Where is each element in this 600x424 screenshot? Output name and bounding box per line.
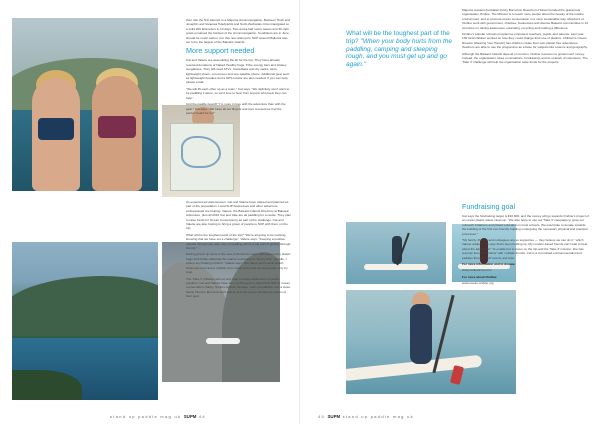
- body-paragraph: Cat and Valerie are assembling the kit for the trip. They have already received donations of Naked Healthy bags, Tribe energy bars and Glokey sunglasses. They still need ATVs, Camelbaks and dry sacks, tents, lightweight shoes, sun-screen and one-satellite phone. Additional gear such as lightweight hoodies and a GPS locator are also needed. If you can help, please email.: [186, 58, 290, 85]
- ondine-link[interactable]: www.ocean-ondine.org: [462, 281, 494, 286]
- footer-magazine-text: stand up paddle mag uk: [342, 414, 414, 419]
- pull-quote: [346, 30, 454, 69]
- right-footer: [318, 414, 414, 419]
- body-paragraph: "My family, friends, and colleagues are so supportive — they believe we can do it," which Valerie added. "Cat says that's been holding up. My London-based friends can't wait to hear about the adventure!" To enable her to focus on the trip and the 'Take 3' mission, she has recently founded 'Ondine' with multiple friends. Cat is a committed environmentalist and paddles through SUP events and trips.: [462, 238, 588, 260]
- footer-page-number: 45: [318, 414, 326, 419]
- body-paragraph: Having grown up close to the sea, both women have witnessed many plastic bags and bottles affecting the marine environment. "Every time I paddle, I collect any floating rubbish," Valerie says. She takes part in local beach clean-ups and cleans rubbish from small coves that are accessible only by boat.: [186, 252, 291, 275]
- photo-boat: [206, 338, 240, 344]
- body-paragraph: As experienced waterwomen, Cat and Valerie have trained and planned as part of the preparation. Local SUP businesses and other adventure professionals are helping. Valerie, the Balearic Islands Directory at Balearic Adventure, plus all 2016 Cat and Vale are all paddling for a cause. They plan to raise funds for Ocean Conservancy as part of the challenge. Cat and Valerie are also hoping to bring a group of people to SUP with them on the trip.: [186, 200, 291, 231]
- photo-women-kayak: [12, 18, 158, 191]
- photo-swimwear-left: [38, 118, 74, 140]
- photo-map-planning: [162, 105, 240, 197]
- photo-sup-closeup: [346, 290, 516, 394]
- body-paragraph: then ride the first attempt to a Majorca circumnavigation. Between Hosh and Josephin and Vanessa Tsiadyaritis and Scott-Zacharias circumnavigated at a solid 200 kilometers in 10 days. Two-and-a-half metre waves and 30-mph gusts remained the hardest of the circumnavigation. Conditions are in June should be much calmer. For this new attempt to SUP around Mallorca was set to be the largest of the Balearic Islands.: [186, 18, 291, 45]
- right-column-bottom: [462, 200, 590, 288]
- left-footer: [110, 414, 206, 419]
- photo-bay-landscape: [12, 242, 158, 400]
- photo-map-sheet: [170, 123, 234, 191]
- body-paragraph: Although the Balearic Islands depend on tourism, Ondine receives no government money. Instead, the organisation relies on donations, fundraising, and its network of volunteers. The 'Take 3' challenge will help the organisation raise funds for the projects.: [462, 51, 588, 65]
- left-column-top: [186, 18, 291, 117]
- photo-rider: [410, 304, 432, 364]
- footer-page-number: 44: [198, 414, 206, 419]
- donate-label: For more information and to donate:: [462, 262, 516, 267]
- photo-sup-distance: [346, 222, 446, 284]
- footer-brand: SUPM: [327, 414, 341, 419]
- body-paragraph: What will be the toughest parts of the trip? "We're all going to be working, knowing that we have set a challenge", Valerie says. "Keeping a positive attitude through day after day of paddling will be a big part of getting through the trip.": [186, 232, 291, 251]
- right-column-top: [462, 8, 590, 67]
- body-paragraph: Cat says the fundraising target is €10,000, and the money will go towards Ondine's project of an ocean plastic waste clean-up. "We also hope to use our 'Take 3' campaign to grow our outreach initiatives and plastic education in local schools. We would like to donate towards the building of the first eco-friendly building undergoing the necessary physical and practical processes.": [462, 214, 589, 236]
- pull-quote-lead: What will be the toughest part of the trip?: [346, 30, 450, 45]
- body-paragraph: The 'Take 3' initiative will not only help increase awareness of plastic pollution. Cat and Valerie have also set the goal to raise €100,000 for ocean conservation charity, Surfers Against Sewage. Cat's grandfather and a close family friend in Menorca both sailed, and she will be donating a portion of their gear.: [186, 276, 291, 299]
- footer-brand: SUPM: [183, 414, 197, 419]
- body-paragraph: Ondine's popular schools programme empowers teachers, pupils, and parents. Last year, 130 local children worked on how they could change their use of plastics. Children's Ocean Dreams (Wearing Your Hands!) has children create their own plastic-free adventures. Teachers are able to use the programme as a base for subjects like science and geography.: [462, 32, 588, 50]
- photo-ridge: [12, 276, 158, 336]
- body-paragraph: "We will lift each other up as a team," Cat says. "We definitely won't want to be paddling it alone, so we'd love to hear from anyone who feels they can help.": [186, 86, 290, 100]
- ondine-label: For more about Ondine:: [462, 274, 498, 279]
- body-paragraph: Majorca resident Australian Kirsty Bornuhon Read from Hobart founded the grassroots organisation Ondine. The Mission is to teach more people about the beauty of the marine environment, and to promote ocean conservation in a more sustainable way. Members of Ondine work with government, charities, businesses and diverse Balearic communities in 12 countries on raising awareness, educating, recycling and making a difference.: [462, 8, 589, 30]
- donate-link[interactable]: www.ondinetrust.com: [462, 268, 492, 273]
- left-column-bottom: [186, 200, 291, 301]
- photo-swimwear-right: [98, 116, 136, 138]
- section-heading: More support needed: [186, 46, 255, 56]
- body-paragraph: And the paddle board? "I'm more in love with the adventure than with the gear," Cat says. "We have all our fingers and toes crossed we find the perfect board for us!": [186, 102, 286, 115]
- pull-quote-body: "When your body hurts from the paddling, camping and sleeping rough, and you must get up and go again.": [346, 37, 453, 69]
- section-heading: Fundraising goal: [462, 202, 516, 211]
- footer-magazine-text: stand up paddle mag uk: [110, 414, 182, 419]
